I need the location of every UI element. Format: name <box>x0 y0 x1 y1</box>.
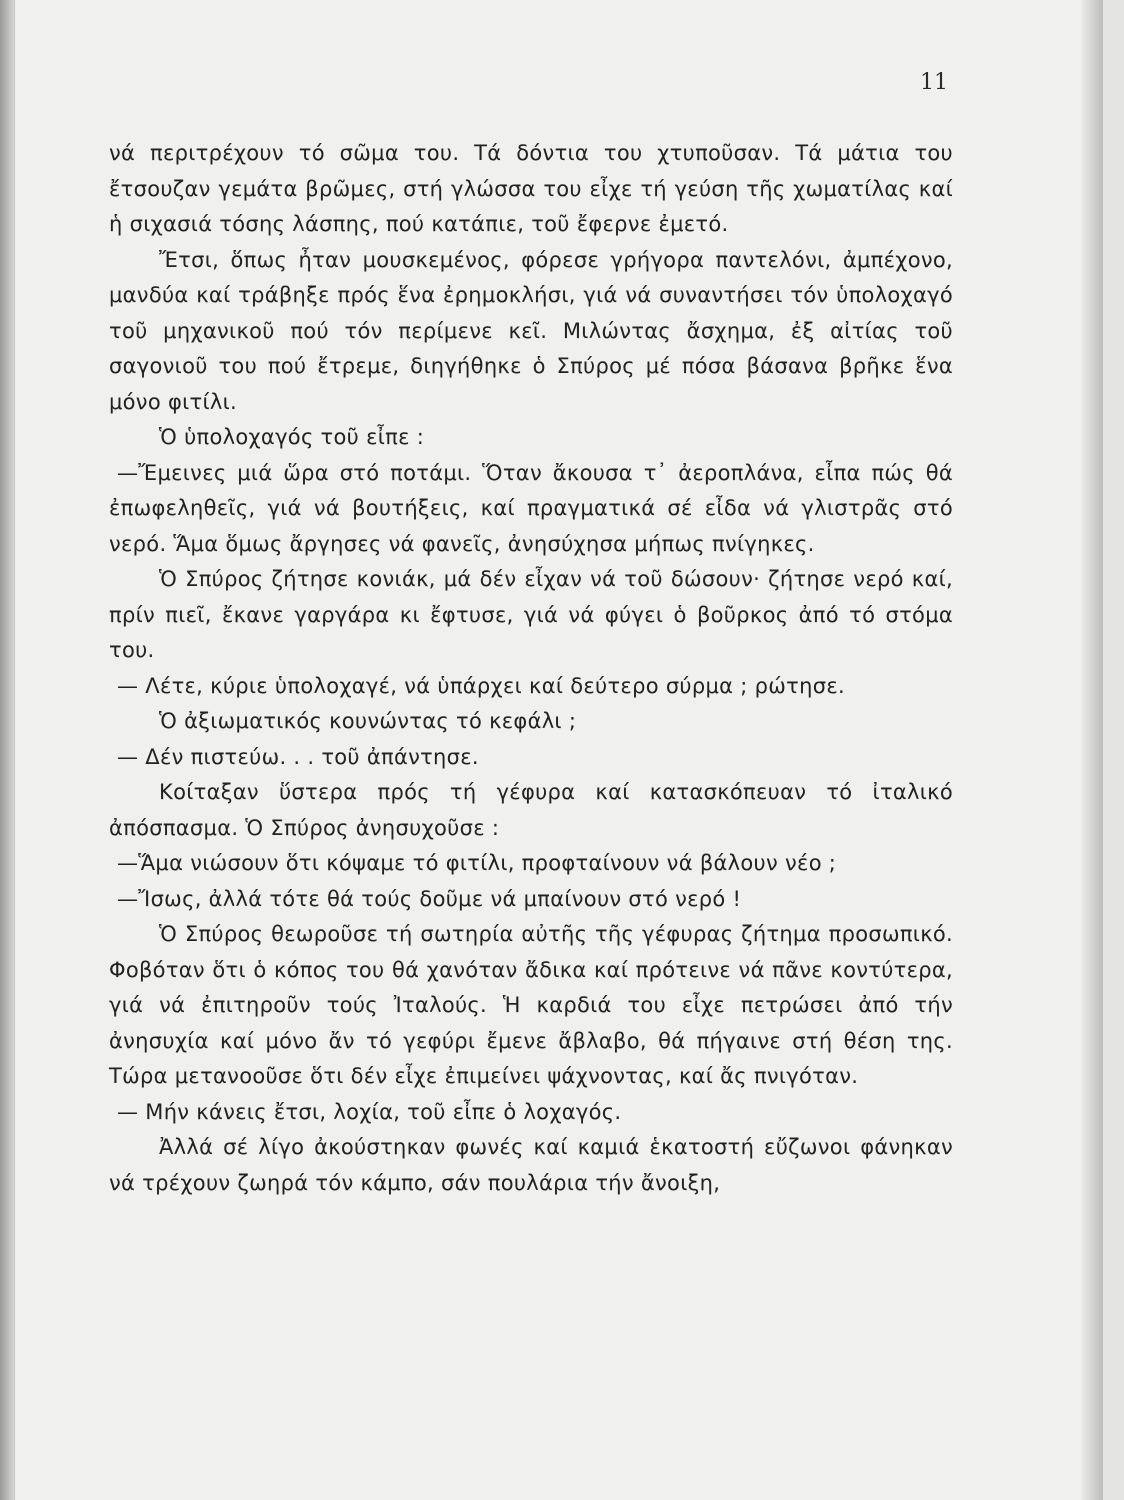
dialogue-line: —Ἅμα νιώσουν ὅτι κόψαμε τό φιτίλι, προφταίνουν νά βάλουν νέο ; <box>117 851 837 875</box>
dialogue-line: —Ἔμεινες μιά ὥρα στό ποτάμι. Ὅταν ἄκουσα τ᾿ ἀεροπλάνα, εἶπα πώς θά ἐπωφεληθεῖς, γιά νά βουτήξεις, καί πραγματικά σέ εἶδα νά γλιστρᾶς στό νερό. Ἅμα ὅμως ἄργησες νά φανεῖς, ἀνησύχησα μήπως πνίγηκες. <box>109 460 953 556</box>
paragraph: Ὁ Σπύρος θεωροῦσε τή σωτηρία αὐτῆς τῆς γέφυρας ζήτημα προσωπικό. Φοβόταν ὅτι ὁ κόπος του θά χανόταν ἄδικα καί πρότεινε νά πᾶνε κοντύτερα, γιά νά ἐπιτηροῦν τούς Ἰταλούς. Ἡ καρδιά του εἶχε πετρώσει ἀπό τήν ἀνησυχία καί μόνο ἄν τό γεφύρι ἔμενε ἄβλαβο, θά πήγαινε στή θέση της. Τώρα μετανοοῦσε ὅτι δέν εἶχε ἐπιμείνει ψάχνοντας, καί ἄς πνιγόταν. <box>109 922 953 1088</box>
paragraph: Ἀλλά σέ λίγο ἀκούστηκαν φωνές καί καμιά ἑκατοστή εὔζωνοι φάνηκαν νά τρέχουν ζωηρά τόν κάμπο, σάν πουλάρια τήν ἄνοιξη, <box>109 1135 953 1195</box>
paragraph: Ὁ ἀξιωματικός κουνώντας τό κεφάλι ; <box>159 709 577 733</box>
paragraph: Ὁ ὑπολοχαγός τοῦ εἶπε : <box>159 425 425 449</box>
paragraph: Ἔτσι, ὅπως ἦταν μουσκεμένος, φόρεσε γρήγορα παντελόνι, ἀμπέχονο, μανδύα καί τράβηξε πρός ἕνα ἐρημοκλήσι, γιά νά συναντήσει τόν ὑπολοχαγό τοῦ μηχανικοῦ πού τόν περίμενε κεῖ. Μιλώντας ἄσχημα, ἐξ αἰτίας τοῦ σαγονιοῦ του πού ἔτρεμε, διηγήθηκε ὁ Σπύρος μέ πόσα βάσανα βρῆκε ἕνα μόνο φιτίλι. <box>109 247 953 414</box>
dialogue-line: — Μήν κάνεις ἔτσι, λοχία, τοῦ εἶπε ὁ λοχαγός. <box>117 1099 622 1124</box>
paragraph: νά περιτρέχουν τό σῶμα του. Τά δόντια του χτυποῦσαν. Τά μάτια του ἔτσουζαν γεμάτα βρῶμες, στή γλώσσα του εἶχε τή γεύση τῆς χωματίλας καί ἡ σιχασιά τόσης λάσπης, πού κατάπιε, τοῦ ἔφερνε ἐμετό. <box>109 141 953 236</box>
body-text <box>109 136 953 1201</box>
paragraph: Κοίταξαν ὕστερα πρός τή γέφυρα καί κατασκόπευαν τό ἰταλικό ἀπόσπασμα. Ὁ Σπύρος ἀνησυχοῦσε : <box>109 780 953 840</box>
page-right-edge <box>1081 0 1103 1500</box>
page-number: 11 <box>920 70 948 95</box>
paragraph: Ὁ Σπύρος ζήτησε κονιάκ, μά δέν εἶχαν νά τοῦ δώσουν· ζήτησε νερό καί, πρίν πιεῖ, ἔκανε γαργάρα κι ἔφτυσε, γιά νά φύγει ὁ βοῦρκος ἀπό τό στόμα του. <box>109 567 953 662</box>
page-gutter-shadow <box>0 0 14 1500</box>
dialogue-line: — Δέν πιστεύω. . . τοῦ ἀπάντησε. <box>117 744 479 769</box>
dialogue-line: — Λέτε, κύριε ὑπολοχαγέ, νά ὑπάρχει καί δεύτερο σύρμα ; ρώτησε. <box>117 673 845 698</box>
dialogue-line: —Ἴσως, ἀλλά τότε θά τούς δοῦμε νά μπαίνουν στό νερό ! <box>117 886 742 911</box>
